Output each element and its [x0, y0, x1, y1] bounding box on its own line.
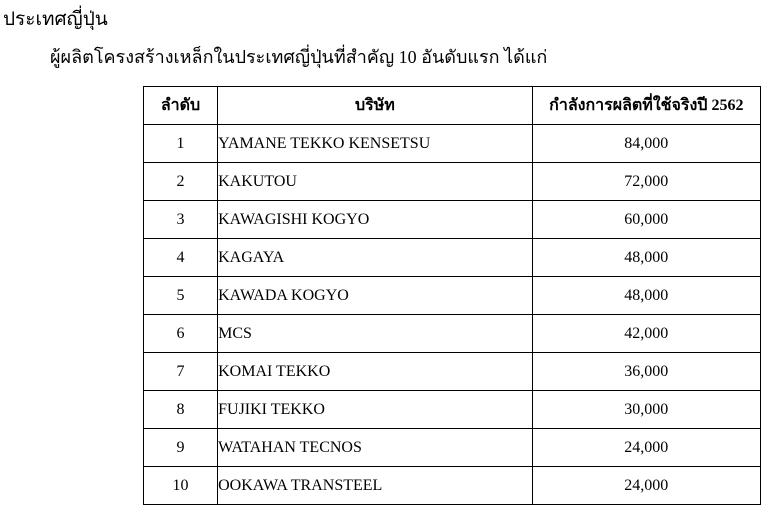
- table-header-row: [144, 87, 761, 125]
- capacity-cell: 48,000: [532, 277, 760, 315]
- table-row: [144, 277, 761, 315]
- rank-cell: 1: [144, 125, 218, 163]
- rank-cell: 6: [144, 315, 218, 353]
- table-row: [144, 201, 761, 239]
- rank-cell: 10: [144, 467, 218, 505]
- table-row: [144, 429, 761, 467]
- rank-cell: 9: [144, 429, 218, 467]
- table-row: [144, 239, 761, 277]
- header-rank: ลำดับ: [144, 87, 218, 125]
- header-company: บริษัท: [218, 87, 533, 125]
- table-row: [144, 391, 761, 429]
- table-row: [144, 467, 761, 505]
- table-row: [144, 163, 761, 201]
- capacity-cell: 24,000: [532, 467, 760, 505]
- capacity-cell: 42,000: [532, 315, 760, 353]
- page-subheading: ผู้ผลิตโครงสร้างเหล็กในประเทศญี่ปุ่นที่สำคัญ 10 อันดับแรก ได้แก่: [50, 47, 548, 67]
- rank-cell: 5: [144, 277, 218, 315]
- capacity-cell: 48,000: [532, 239, 760, 277]
- header-capacity: กำลังการผลิตที่ใช้จริงปี 2562: [532, 87, 760, 125]
- company-cell: KOMAI TEKKO: [218, 353, 533, 391]
- rank-cell: 8: [144, 391, 218, 429]
- capacity-cell: 84,000: [532, 125, 760, 163]
- rank-cell: 4: [144, 239, 218, 277]
- table-row: [144, 125, 761, 163]
- company-cell: WATAHAN TECNOS: [218, 429, 533, 467]
- company-cell: FUJIKI TEKKO: [218, 391, 533, 429]
- capacity-cell: 24,000: [532, 429, 760, 467]
- table-header: [144, 87, 761, 125]
- capacity-cell: 60,000: [532, 201, 760, 239]
- table-row: [144, 315, 761, 353]
- company-cell: OOKAWA TRANSTEEL: [218, 467, 533, 505]
- company-cell: KAWADA KOGYO: [218, 277, 533, 315]
- steel-producers-table: [143, 86, 761, 505]
- page-heading: ประเทศญี่ปุ่น: [3, 9, 108, 30]
- table-row: [144, 353, 761, 391]
- company-cell: MCS: [218, 315, 533, 353]
- company-cell: KAKUTOU: [218, 163, 533, 201]
- rank-cell: 3: [144, 201, 218, 239]
- table-body: [144, 125, 761, 505]
- capacity-cell: 36,000: [532, 353, 760, 391]
- capacity-cell: 30,000: [532, 391, 760, 429]
- company-cell: KAGAYA: [218, 239, 533, 277]
- rank-cell: 2: [144, 163, 218, 201]
- company-cell: KAWAGISHI KOGYO: [218, 201, 533, 239]
- rank-cell: 7: [144, 353, 218, 391]
- company-cell: YAMANE TEKKO KENSETSU: [218, 125, 533, 163]
- capacity-cell: 72,000: [532, 163, 760, 201]
